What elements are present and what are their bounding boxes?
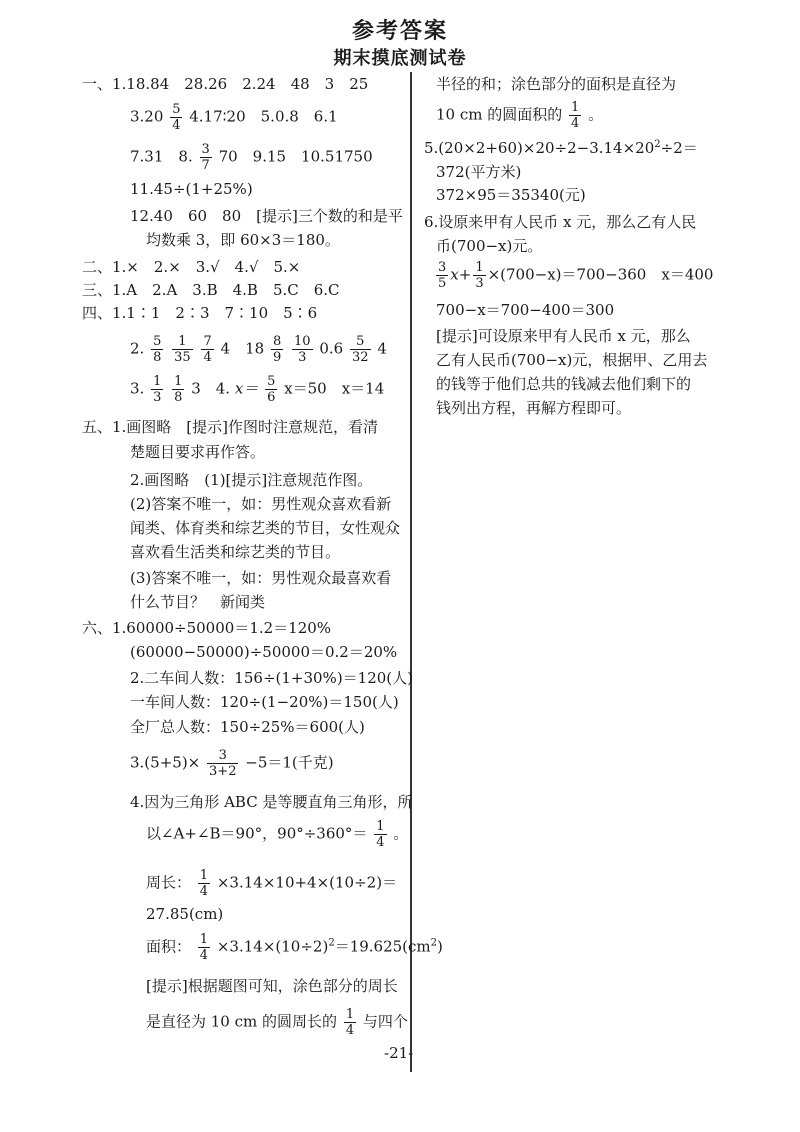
answer-line: 372(平方米) <box>436 163 522 181</box>
fraction: $\frac{5}{32}$ <box>352 334 369 365</box>
answer-line: 2.画图略 (1)[提示]注意规范作图。 <box>130 471 373 489</box>
fraction: $\frac{1}{3}$ <box>153 374 162 405</box>
answer-text: ×(700−x)＝700−360 x＝400 <box>487 265 714 284</box>
answer-text: 70 9.15 10.51750 <box>218 147 373 166</box>
fraction: $\frac{1}{4}$ <box>199 932 209 963</box>
answer-line: 4.因为三角形 ABC 是等腰直角三角形，所 <box>130 793 413 811</box>
answer-line: (3)答案不唯一，如：男性观众最喜欢看 <box>130 569 392 587</box>
answer-line <box>434 260 713 291</box>
answer-line <box>146 819 408 850</box>
answer-line <box>130 142 373 173</box>
superscript: 2 <box>654 139 661 150</box>
answer-line <box>436 100 603 131</box>
answer-line: 700−x＝700−400＝300 <box>436 301 615 319</box>
fraction: $\frac{1}{3}$ <box>475 260 484 291</box>
fraction: $\frac{5}{4}$ <box>172 102 181 133</box>
answer-line: [提示]根据题图可知，涂色部分的周长 <box>146 977 398 995</box>
answer-line: 喜欢看生活类和综艺类的节目。 <box>130 543 341 561</box>
fraction: $\frac{1}{4}$ <box>345 1007 355 1038</box>
answer-line: (2)答案不唯一，如：男性观众喜欢看新 <box>130 495 392 513</box>
answer-line: 6.设原来甲有人民币 x 元，那么乙有人民 <box>424 213 697 231</box>
fraction: $\frac{1}{8}$ <box>174 374 183 405</box>
answer-text: ) <box>437 937 443 956</box>
answer-text: 。 <box>393 824 409 843</box>
fraction: $\frac{1}{35}$ <box>174 334 191 365</box>
answer-line <box>146 1007 408 1038</box>
answer-text: 2. <box>130 339 145 358</box>
answer-text: ×3.14×(10÷2) <box>216 937 329 956</box>
answer-text: 5.(20×2+60)×20÷2−3.14×20 <box>424 139 655 157</box>
answer-text: x＝50 x＝14 <box>284 379 385 398</box>
fraction: $\frac{8}{9}$ <box>272 334 282 365</box>
answer-line <box>130 102 338 133</box>
fraction: $\frac{1}{4}$ <box>199 868 209 899</box>
answer-text: 3 4. <box>191 379 231 398</box>
answer-text: −5＝1(千克) <box>245 753 334 772</box>
answer-line: 12.40 60 80 [提示]三个数的和是平 <box>130 207 403 225</box>
fraction: $\frac{5}{8}$ <box>153 334 162 365</box>
fraction: $\frac{1}{4}$ <box>571 100 580 131</box>
answer-line <box>130 748 334 779</box>
answer-line: 的钱等于他们总共的钱减去他们剩下的 <box>436 375 692 393</box>
answer-line: 四、1.1∶1 2∶3 7∶10 5∶6 <box>82 304 318 322</box>
answer-line: 闻类、体育类和综艺类的节目，女性观众 <box>130 519 401 537</box>
answer-line: [提示]可设原来甲有人民币 x 元，那么 <box>436 327 691 345</box>
answer-line: 乙有人民币(700−x)元，根据甲、乙用去 <box>436 351 708 369</box>
answer-text: 3. <box>130 379 145 398</box>
answer-line: 27.85(cm) <box>146 905 224 923</box>
column-divider <box>410 72 412 1072</box>
answer-line: 一、1.18.84 28.26 2.24 48 3 25 <box>82 75 369 93</box>
answer-text: 与四个 <box>362 1012 408 1031</box>
answer-text: 3.20 <box>130 107 164 126</box>
answer-line: 二、1.× 2.× 3.√ 4.√ 5.× <box>82 258 301 276</box>
answer-line <box>146 868 397 899</box>
answer-text: ×3.14×10+4×(10÷2)＝ <box>216 873 398 892</box>
answer-line: 全厂总人数：150÷25%＝600(人) <box>130 718 365 736</box>
answer-line: 六、1.60000÷50000＝1.2＝120% <box>82 619 332 637</box>
answer-line: 半径的和；涂色部分的面积是直径为 <box>436 75 677 93</box>
answer-text: x＝ <box>234 379 259 398</box>
answer-text: 是直径为 10 cm 的圆周长的 <box>146 1012 338 1031</box>
answer-line: 11.45÷(1+25%) <box>130 180 253 198</box>
answer-line <box>146 932 443 963</box>
answer-line: 三、1.A 2.A 3.B 4.B 5.C 6.C <box>82 281 340 299</box>
answer-line: 什么节目？ 新闻类 <box>130 593 266 611</box>
answer-line: 一车间人数：120÷(1−20%)＝150(人) <box>130 693 399 711</box>
fraction: $\frac{5}{6}$ <box>267 374 276 405</box>
answer-text: 4 <box>377 339 387 358</box>
answer-text: 周长： <box>146 873 192 892</box>
answer-text: 10 cm 的圆面积的 <box>436 105 563 124</box>
answer-text: 4 18 <box>220 339 265 358</box>
fraction: $\frac{10}{3}$ <box>294 334 311 365</box>
answer-text: 3.(5+5)× <box>130 753 201 772</box>
answer-text: 面积： <box>146 937 192 956</box>
answer-line: 2.二车间人数：156÷(1+30%)＝120(人) <box>130 669 414 687</box>
answer-line: 币(700−x)元。 <box>436 237 543 255</box>
answer-line: 均数乘 3，即 60×3＝180。 <box>146 231 340 249</box>
answer-text: 7.31 8. <box>130 147 193 166</box>
answer-line <box>424 138 698 158</box>
answer-text: ÷2＝ <box>660 139 698 157</box>
answer-text: 4.17∶20 5.0.8 6.1 <box>189 107 338 126</box>
answer-line: 钱列出方程，再解方程即可。 <box>436 399 632 417</box>
page-number: -21- <box>384 1044 414 1062</box>
fraction: $\frac{1}{4}$ <box>376 819 385 850</box>
page-title: 参考答案 <box>351 18 448 44</box>
page-subtitle: 期末摸底测试卷 <box>333 48 467 69</box>
answer-text: 。 <box>588 105 604 124</box>
answer-text: x+ <box>450 265 472 284</box>
answer-line <box>130 374 384 405</box>
answer-line: 楚题目要求再作答。 <box>130 443 266 461</box>
answer-line: 五、1.画图略 [提示]作图时注意规范，看清 <box>82 418 379 436</box>
answer-line <box>130 334 387 365</box>
answer-line: 372×95＝35340(元) <box>436 186 586 204</box>
fraction: $\frac{3}{5}$ <box>438 260 447 291</box>
answer-text: 以∠A+∠B＝90°，90°÷360°＝ <box>146 824 368 843</box>
fraction: $\frac{3}{7}$ <box>201 142 210 173</box>
answer-text: 0.6 <box>319 339 344 358</box>
superscript: 2 <box>328 937 335 949</box>
answer-line: (60000−50000)÷50000＝0.2＝20% <box>130 643 398 661</box>
answer-text: ＝19.625(cm <box>334 937 431 956</box>
superscript: 2 <box>430 937 438 949</box>
fraction: $\frac{7}{4}$ <box>203 334 212 365</box>
fraction: $\frac{3}{3+2}$ <box>209 748 237 779</box>
